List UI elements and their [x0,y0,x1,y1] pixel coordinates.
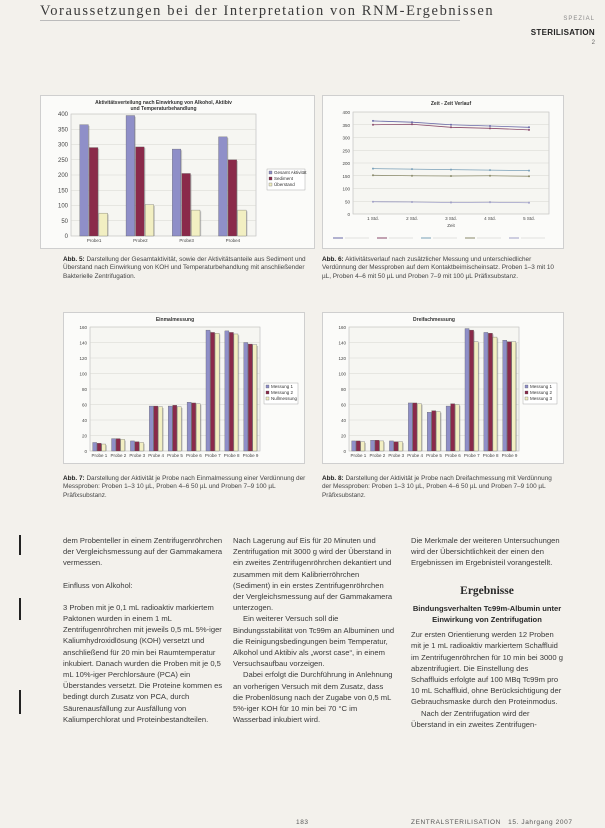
bar [380,441,384,451]
footer-journal [411,819,573,826]
y-tick-label: 0 [64,234,68,240]
legend-label: Messung 1 [271,384,294,389]
x-tick-label: Probe4 [225,238,241,243]
bar [177,407,181,451]
y-tick-label: 350 [342,122,350,128]
bar-group [215,333,220,451]
y-tick-label: 250 [342,148,350,154]
paragraph: 3 Proben mit je 0,1 mL radioaktiv markiertem Paktonen wurden in einem 1 mL Zentrifugenröhrchen mit jeweils 0,5 mL 5%-iger Kaliumhydroxidlösung (KOH) versetzt und anschließend für 20 min bei Raumtemperatur inkubiert. Danach wurden die Proben mit je 0,5 mL 10%-iger Perchlorsäure (PCA) ein Überstandes versetzt. Die Proteine kommen es bedingt durch Zusatz von PCA, durch Säurenausfällung zur Ausfällung von Kaliumperchlorat und Proteinbestandteilen. [63,602,223,724]
bar [154,406,158,451]
x-tick-label: Probe 8 [223,453,240,458]
bar [488,333,492,451]
bar [375,440,379,451]
legend-label: Nullmessung [271,396,298,401]
body-column-1 [63,535,225,725]
x-tick-label: Probe 4 [148,453,164,458]
chart-title: Zeit - Zeit Verlauf [430,101,472,107]
bar [228,160,237,236]
bar-group [219,137,229,236]
bar [80,125,89,236]
y-tick-label: 50 [344,199,350,205]
bar [455,405,459,452]
y-tick-label: 80 [81,387,87,392]
y-tick-label: 120 [338,356,346,361]
y-tick-label: 350 [57,127,68,134]
data-point [411,168,413,170]
y-tick-label: 300 [57,142,68,149]
data-point [528,129,530,131]
bar [470,330,474,451]
bar-group [136,147,146,236]
bar [215,333,219,451]
y-tick-label: 100 [342,186,350,192]
y-tick-label: 140 [79,340,87,346]
bar-group [80,125,90,236]
bar [172,149,181,236]
bar-group [455,405,460,452]
bar [413,403,417,451]
y-tick-label: 100 [79,371,87,377]
chart-abb7 [63,312,305,464]
x-tick-label: 4 Std. [484,216,496,221]
data-point [489,127,491,129]
legend-swatch [525,391,528,394]
subheading: Bindungsverhalten Tc99m-Albumin unter Einwirkung von Zentrifugation [412,603,562,625]
bar [130,441,134,451]
bar-group [238,210,248,236]
header-rule [40,20,460,21]
bar [187,402,191,451]
x-axis-label: Zeit [447,223,455,228]
y-tick-label: 150 [57,188,68,195]
bar [219,137,228,236]
y-tick-label: 60 [340,402,346,408]
data-point [450,175,452,177]
x-tick-label: Probe1 [86,238,102,243]
bar [371,440,375,451]
paragraph: Nach der Zentrifugation wird der Überstand in ein zweites Zentrifugen- [411,708,537,729]
bar-group [253,345,258,451]
data-point [528,170,530,172]
y-tick-label: 0 [343,449,346,454]
bar [474,342,478,451]
y-tick-label: 250 [57,157,68,164]
legend-label: Gesamt Aktivität [274,170,307,175]
y-tick-label: 80 [340,387,346,392]
bar-group [177,407,182,451]
bar [97,443,101,451]
chart-svg [64,313,304,463]
x-tick-label: Probe3 [179,238,194,243]
y-tick-label: 120 [79,356,87,361]
data-point [489,125,491,127]
x-tick-label: Probe 9 [501,453,518,458]
y-tick-label: 160 [338,325,346,330]
y-tick-label: 40 [340,418,346,423]
bar [211,332,215,451]
data-point [411,175,413,177]
data-point [528,202,530,204]
section-label: STERILISATION [530,28,595,37]
chart-title: Einmalmessung [155,317,195,323]
bar [225,331,229,451]
bar [149,406,153,451]
data-point [372,174,374,176]
data-point [450,124,452,126]
margin-mark [19,535,21,555]
y-tick-label: 400 [57,112,68,118]
bar-group [512,342,517,451]
x-tick-label: Probe 6 [186,453,202,458]
data-point [372,124,374,126]
legend-label: Sediment [274,176,294,181]
caption-text: Darstellung der Aktivität je Probe nach Dreifachmessung mit Verdünnung der Messproben: Proben 1–3 10 µL, Proben 4–6 50 µL und Proben 7–9 100 µL Präfixsubstanz. [322,475,552,499]
bar [361,442,365,451]
y-tick-label: 160 [79,325,87,330]
caption-text: Darstellung der Gesamtaktivität, sowie der Aktivitätsanteile aus Sediment und Überstand nach Einwirkung von KOH und Temperaturbehandlung mit anschließender Bakterielle Zentrifugation. [63,256,306,280]
caption-label: Abb. 7: [63,475,85,482]
section-tag [531,16,595,46]
section-small: SPEZIAL [563,16,595,22]
x-tick-label: 5 Std. [523,216,535,221]
bar [512,342,516,451]
y-tick-label: 20 [81,433,87,439]
legend-swatch [525,397,528,400]
legend-swatch [269,177,272,180]
legend-swatch [269,171,272,174]
x-tick-label: 1 Std. [367,216,379,221]
bar-group [380,441,385,451]
page-number: 183 [296,819,309,826]
data-point [411,123,413,125]
chart-svg [323,96,563,248]
bar-group [361,442,366,451]
bar [394,442,398,451]
paragraph: Die Merkmale der weiteren Untersuchungen wird der Übersichtlichkeit der einen den Ergebnissen im Ergebnisteil vorangestellt. [411,536,560,568]
bar [191,210,200,236]
bar [507,342,511,451]
x-tick-label: 3 Std. [445,216,457,221]
margin-mark [19,690,21,714]
paragraph: Ein weiterer Versuch soll die Bindungsstabilität von Tc99m an Albuminen und die Reinigungsbedingungen beim Temperatur, Alkohol und Aktibiv als „worst case“, in einem Versuchsaufbau vorzeigen. [233,614,395,669]
body-column-2 [233,535,395,725]
bar [116,439,120,451]
data-point [411,121,413,123]
x-tick-label: 2 Std. [406,216,418,221]
caption-abb8 [322,475,562,500]
bar-group [89,148,99,236]
x-tick-label: Probe 5 [167,453,183,458]
legend-swatch [269,183,272,186]
body-column-3 [411,535,563,730]
x-tick-label: Probe 7 [204,453,221,458]
caption-text: Aktivitätsverlauf nach zusätzlicher Messung und unterschiedlicher Verdünnung der Messproben auf dem Kontaktbeimischeinsatz. Proben 1–3 mit 10 µL, Proben 4–6 mit 50 µL und Proben 7–9 mit 100 µL Präfixsubstanz. [322,256,554,280]
caption-label: Abb. 5: [63,256,85,263]
caption-abb6 [322,256,562,281]
caption-abb7 [63,475,308,500]
bar [229,332,233,451]
data-point [489,169,491,171]
bar [136,147,145,236]
chart-title: Dreifachmessung [413,317,455,323]
bar [432,411,436,451]
y-tick-label: 50 [61,218,68,225]
bar [158,407,162,451]
bar [112,439,116,451]
bar [139,442,143,451]
x-tick-label: Probe2 [133,238,148,243]
section-number: 2 [591,40,595,46]
bar [451,404,455,451]
chart-svg [323,313,563,463]
bar [102,444,106,451]
journal-name: ZENTRALSTERILISATION [411,819,501,826]
section-heading: Ergebnisse [460,584,514,597]
bar [436,411,440,451]
y-tick-label: 0 [347,212,350,217]
bar [398,442,402,451]
legend-label: Messung 2 [271,390,294,395]
margin-mark [19,598,21,620]
caption-abb5 [63,256,308,281]
x-tick-label: Probe 7 [463,453,480,458]
bar [446,406,450,451]
bar [238,210,247,236]
bar [192,403,196,451]
paragraph: Dabei erfolgt die Durchführung in Anlehnung an vorherigen Versuch mit dem Zusatz, dass die Probenlösung nach der Zugabe von 0,5 mL 5%-iger KOH für 10 min bei 70 °C im Wasserbad inkubiert wird. [233,670,393,725]
bar [253,345,257,451]
bar [93,442,97,451]
x-tick-label: Probe 3 [129,453,146,458]
data-point [411,201,413,203]
bar [126,116,135,236]
bar-group [172,149,182,236]
data-point [450,169,452,171]
bar [234,334,238,451]
bar [173,405,177,451]
y-tick-label: 200 [57,173,68,179]
y-tick-label: 200 [342,161,350,166]
y-tick-label: 0 [84,449,87,454]
bar-group [196,404,201,451]
legend-swatch [266,391,269,394]
bar-group [139,442,144,451]
legend-label: Überstand [274,182,295,187]
bar [484,332,488,451]
bar-group [145,205,155,236]
bar [408,403,412,451]
chart-title: und Temperaturbehandlung [130,106,197,112]
legend-label: Messung 1 [530,384,553,389]
data-point [450,202,452,204]
y-tick-label: 100 [57,203,68,210]
bar [168,406,172,451]
caption-text: Darstellung der Aktivität je Probe nach Einmalmessung einer Verdünnung der Messproben: Proben 1–3 10 µL, Proben 4–6 50 µL und Proben 7–9 100 µL Präfixsubstanz. [63,475,306,499]
bar-group [182,173,192,236]
x-tick-label: Probe 9 [242,453,259,458]
data-point [489,201,491,203]
bar [465,329,469,451]
running-header: Voraussetzungen bei der Interpretation von RNM-Ergebnissen [40,3,495,19]
bar-group [398,442,403,451]
paragraph: dem Probenteller in einem Zentrifugenröhrchen der Vergleichsmessung auf der Gammakamera vermessen. [63,536,223,568]
bar-group [493,337,498,451]
bar [352,441,356,451]
legend-label: Messung 3 [530,396,553,401]
data-point [489,175,491,177]
bar-group [99,213,109,236]
chart-title: Aktivitätsverteilung nach Einwirkung von Alkohol, Aktibiv [95,100,232,106]
legend-swatch [525,385,528,388]
bar-group [121,439,126,451]
y-tick-label: 20 [340,433,346,439]
bar [206,330,210,451]
legend-swatch [266,385,269,388]
x-tick-label: Probe 1 [91,453,108,458]
bar [89,148,98,236]
y-tick-label: 60 [81,402,87,408]
caption-label: Abb. 6: [322,256,344,263]
bar [248,344,252,451]
data-point [372,201,374,203]
bar [503,340,507,451]
data-point [450,126,452,128]
bar [196,404,200,451]
data-point [528,126,530,128]
journal-date: 15. Jahrgang 2007 [508,819,573,826]
bar [244,343,248,452]
bar-group [474,342,479,451]
bar [145,205,154,236]
y-tick-label: 400 [342,110,350,115]
x-tick-label: Probe 2 [110,453,127,458]
y-tick-label: 40 [81,418,87,423]
y-tick-label: 100 [338,371,346,377]
x-tick-label: Probe 6 [445,453,461,458]
x-tick-label: Probe 1 [350,453,367,458]
x-tick-label: Probe 5 [426,453,442,458]
bar [389,441,393,451]
x-tick-label: Probe 4 [407,453,423,458]
bar-group [228,160,238,236]
chart-svg [41,96,314,248]
bar [417,404,421,451]
y-tick-label: 140 [338,340,346,346]
bar [427,412,431,451]
bar [356,441,360,451]
caption-label: Abb. 8: [322,475,344,482]
chart-abb5 [40,95,315,249]
data-point [372,168,374,170]
x-tick-label: Probe 3 [388,453,405,458]
bar [135,442,139,451]
legend-label: Messung 2 [530,390,553,395]
bar [182,173,191,236]
x-tick-label: Probe 8 [482,453,499,458]
bar-group [158,407,163,451]
paragraph: Zur ersten Orientierung werden 12 Proben mit je 1 mL radioaktiv markiertem Schaffluid im Zentrifugenröhrchen für 10 min bei 3000 g abzentrifugiert. Die Einstellung des Schaffluids erfolgte auf 100 MBq Tc99m pro 10 mL Schaffluid, ohne Berücksichtigung der Gebrauchsmaske durch den Proteinmodus. [411,630,563,707]
chart-abb6 [322,95,564,249]
y-tick-label: 300 [342,135,350,141]
bar-group [191,210,201,236]
y-tick-label: 150 [342,173,350,179]
bar [121,439,125,451]
x-tick-label: Probe 2 [369,453,386,458]
data-point [372,120,374,122]
bar-group [234,334,239,451]
bar-group [417,404,422,451]
bar [493,337,497,451]
bar [99,213,108,236]
data-point [528,175,530,177]
subheading: Einfluss von Alkohol: [63,580,133,590]
bar-group [126,116,136,236]
bar-group [436,411,441,451]
paragraph: Nach Lagerung auf Eis für 20 Minuten und Zentrifugation mit 3000 g wird der Überstand in ein zweites Zentrifugenröhrchen dekantiert und zusammen mit dem Kalibrierröhrchen (Sediment) in ein erstes Zentrifugenröhrchen der Vergleichsmessung auf der Gammakamera unterzogen. [233,536,393,613]
legend-swatch [266,397,269,400]
chart-abb8 [322,312,564,464]
